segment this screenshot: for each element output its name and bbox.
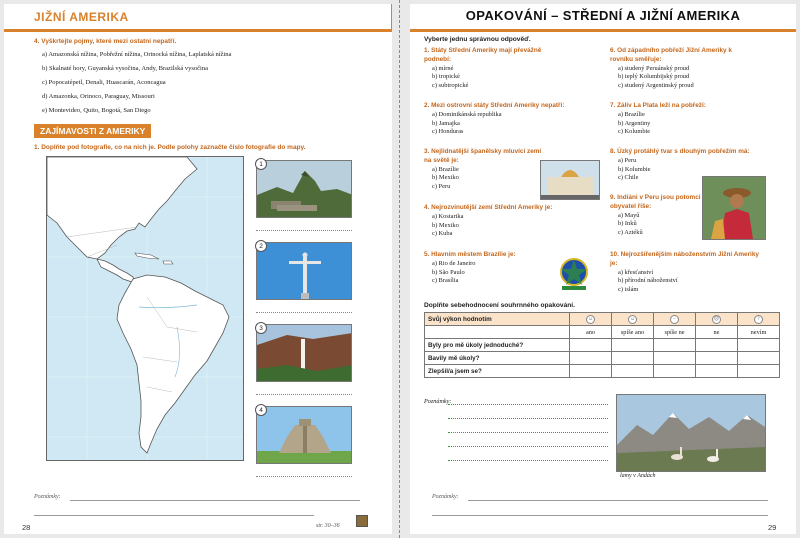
column-header: spíše ne: [654, 326, 696, 339]
table-cell[interactable]: [570, 339, 612, 352]
option[interactable]: b) Jamajka: [432, 119, 460, 127]
photo-caption: lamy v Andách: [620, 473, 656, 479]
option[interactable]: a) Brazílie: [432, 165, 459, 173]
notes-line[interactable]: [432, 515, 768, 516]
right-page-number: 29: [768, 523, 777, 532]
option[interactable]: c) Aztéků: [618, 229, 643, 237]
task1-heading: 1. Doplňte pod fotografie, co na nich je. Podle polohy zaznačte číslo fotografie do mapy.: [34, 144, 306, 151]
option[interactable]: a) Peru: [618, 156, 637, 164]
chichen-itza-photo: [256, 406, 352, 464]
americas-map[interactable]: [46, 156, 244, 461]
map-svg: [47, 157, 243, 460]
option[interactable]: b) teplý Kolumbijský proud: [618, 73, 690, 81]
table-cell[interactable]: [612, 365, 654, 378]
table-title: Svůj výkon hodnotím: [425, 313, 570, 326]
answer-line[interactable]: [256, 230, 352, 231]
instruction: Vyberte jednu správnou odpověď.: [424, 36, 531, 43]
right-notes-label: Poznámky:: [432, 494, 459, 500]
christ-redeemer-photo: [256, 242, 352, 300]
task4-list: [42, 48, 231, 118]
brazil-coat-of-arms-icon: [554, 254, 594, 294]
option[interactable]: c) islám: [618, 286, 639, 294]
photo-number: 3: [255, 322, 267, 334]
notes-line[interactable]: [34, 515, 314, 516]
left-page-title: JIŽNÍ AMERIKA: [34, 10, 129, 24]
notes-line[interactable]: [70, 500, 360, 501]
task4-item[interactable]: c) Popocatépetl, Denali, Huascarán, Aconcagua: [42, 79, 166, 86]
section-title: ZAJÍMAVOSTI Z AMERIKY: [34, 124, 151, 138]
row-label: Byly pro mě úkoly jednoduché?: [425, 339, 570, 352]
table-cell[interactable]: [570, 352, 612, 365]
option[interactable]: b) Argentiny: [618, 119, 651, 127]
photo-card: [256, 406, 352, 477]
notes-line[interactable]: [448, 418, 608, 419]
llamas-photo: [616, 394, 766, 472]
option[interactable]: b) tropické: [432, 73, 460, 81]
option[interactable]: a) Brazílie: [618, 110, 645, 118]
question-10: 10. Nejrozšířenějším náboženstvím Jižní Ameriky je: a) křesťanství b) přírodní náboženství c) islám: [610, 251, 780, 295]
answer-line[interactable]: [256, 476, 352, 477]
palace-photo: [540, 160, 600, 200]
peruvian-woman-photo: [702, 176, 766, 240]
option[interactable]: a) Dominikánská republika: [432, 110, 502, 118]
table-row: [425, 352, 780, 365]
question-5: 5. Hlavním městem Brazílie je: a) Rio de Janeiro b) São Paulo c) Brasília: [424, 251, 604, 286]
table-cell[interactable]: [570, 365, 612, 378]
answer-line[interactable]: [256, 394, 352, 395]
option[interactable]: b) přírodní náboženství: [618, 277, 678, 285]
option[interactable]: b) Mexiko: [432, 174, 459, 182]
happy-face-icon: ☺: [629, 316, 636, 322]
notes-line[interactable]: [448, 432, 608, 433]
option[interactable]: c) Peru: [432, 183, 451, 191]
option[interactable]: c) studený Argentinský proud: [618, 82, 694, 90]
question-1: 1. Státy Střední Ameriky mají převážně podnebí: a) mírné b) tropické c) subtropické: [424, 47, 604, 91]
photo-card: [256, 160, 352, 231]
sad-face-icon: ☹: [713, 316, 720, 322]
table-cell[interactable]: [654, 365, 696, 378]
left-page-number: 28: [22, 523, 31, 532]
option[interactable]: c) Kuba: [432, 230, 453, 238]
angel-falls-photo: [256, 324, 352, 382]
task4-item[interactable]: b) Skalnaté hory, Guyanská vysočina, Andy, Brazilská vysočina: [42, 65, 208, 72]
option[interactable]: a) Mayů: [618, 211, 640, 219]
left-header: [4, 4, 392, 32]
very-happy-face-icon: ☺: [587, 316, 594, 322]
task4-heading: 4. Vyškrtejte pojmy, které mezi ostatní nepatří.: [34, 38, 177, 45]
photo-number: 4: [255, 404, 267, 416]
row-label: Zlepšil/a jsem se?: [425, 365, 570, 378]
book-icon: [356, 515, 368, 527]
self-eval-heading: Doplňte sebehodnocení souhrnného opakování.: [424, 302, 575, 309]
table-cell[interactable]: [696, 352, 738, 365]
photo-card: [256, 324, 352, 395]
left-notes-label: Poznámky:: [34, 494, 61, 500]
question-6: 6. Od západního pobřeží Jižní Ameriky k rovníku směřuje: a) studený Peruánský proud b) teplý Kolumbijský proud c) studený Argentinský proud: [610, 47, 780, 91]
table-cell[interactable]: [696, 365, 738, 378]
option[interactable]: a) mírné: [432, 64, 454, 72]
column-header: spíše ano: [612, 326, 654, 339]
option[interactable]: b) Mexiko: [432, 221, 459, 229]
table-cell[interactable]: [738, 339, 780, 352]
column-header: nevím: [738, 326, 780, 339]
row-label: Bavily mě úkoly?: [425, 352, 570, 365]
question-9: 9. Indiáni v Peru jsou potomci obyvatel říše: a) Mayů b) Inků c) Aztéků: [610, 194, 720, 238]
question-8: 8. Úzký protáhlý tvar s dlouhým pobřežím má: a) Peru b) Kolumbie c) Chile: [610, 148, 780, 183]
task4-item[interactable]: d) Amazonka, Orinoco, Paraguay, Missouri: [42, 93, 155, 100]
option[interactable]: b) São Paulo: [432, 268, 465, 276]
right-page: [410, 4, 796, 534]
table-row: [425, 365, 780, 378]
photo-card: [256, 242, 352, 313]
self-eval-table: [424, 312, 780, 378]
option[interactable]: a) křesťanství: [618, 268, 654, 276]
south-america-shape: [117, 275, 229, 453]
photo-number: 1: [255, 158, 267, 170]
machu-picchu-photo: [256, 160, 352, 218]
option[interactable]: c) Honduras: [432, 128, 464, 136]
column-header: ano: [570, 326, 612, 339]
option[interactable]: a) studený Peruánský proud: [618, 64, 690, 72]
table-cell[interactable]: [738, 365, 780, 378]
table-row: [425, 339, 780, 352]
notes-line[interactable]: [448, 446, 608, 447]
notes-line[interactable]: [448, 460, 608, 461]
notes-label: Poznámky:: [424, 398, 452, 405]
hispaniola-shape: [163, 261, 173, 264]
table-cell[interactable]: [696, 339, 738, 352]
option[interactable]: c) subtropické: [432, 82, 469, 90]
right-page-title: OPAKOVÁNÍ – STŘEDNÍ A JIŽNÍ AMERIKA: [465, 8, 741, 23]
option[interactable]: b) Kolumbie: [618, 165, 651, 173]
option[interactable]: c) Chile: [618, 174, 639, 182]
question-2: 2. Mezi ostrovní státy Střední Ameriky nepatří: a) Dominikánská republika b) Jamajka c) Honduras: [424, 102, 604, 137]
question-3: 3. Nejlidnatější španělsky mluvící zemí na světě je: a) Brazílie b) Mexiko c) Peru: [424, 148, 604, 192]
notes-line[interactable]: [468, 500, 768, 501]
neutral-face-icon: –: [670, 315, 679, 324]
option[interactable]: a) Kostarika: [432, 212, 464, 220]
notes-line[interactable]: [448, 404, 608, 405]
table-cell[interactable]: [654, 352, 696, 365]
option[interactable]: c) Kolumbie: [618, 128, 651, 136]
page-reference: str. 30–36: [316, 523, 340, 529]
option[interactable]: c) Brasília: [432, 277, 459, 285]
north-america-shape: [47, 157, 197, 259]
table-cell[interactable]: [654, 339, 696, 352]
answer-line[interactable]: [256, 312, 352, 313]
question-7: 7. Záliv La Plata leží na pobřeží: a) Brazílie b) Argentiny c) Kolumbie: [610, 102, 780, 137]
task4-item[interactable]: e) Montevideo, Quito, Bogotá, San Diego: [42, 107, 151, 114]
right-header: [410, 4, 796, 32]
column-header: ne: [696, 326, 738, 339]
unsure-face-icon: ?: [754, 315, 763, 324]
central-america-shape: [97, 259, 135, 283]
question-4: 4. Nejrozvinutější zemí Střední Ameriky je: a) Kostarika b) Mexiko c) Kuba: [424, 204, 604, 239]
book-spine: [399, 0, 401, 538]
task4-item[interactable]: a) Amazonská nížina, Pobřežní nížina, Orinocká nížina, Laplatská nížina: [42, 51, 232, 58]
table-cell[interactable]: [738, 352, 780, 365]
photo-number: 2: [255, 240, 267, 252]
table-cell[interactable]: [612, 352, 654, 365]
left-page: [4, 4, 392, 534]
option[interactable]: a) Rio de Janeiro: [432, 259, 476, 267]
table-cell[interactable]: [612, 339, 654, 352]
option[interactable]: b) Inků: [618, 220, 637, 228]
